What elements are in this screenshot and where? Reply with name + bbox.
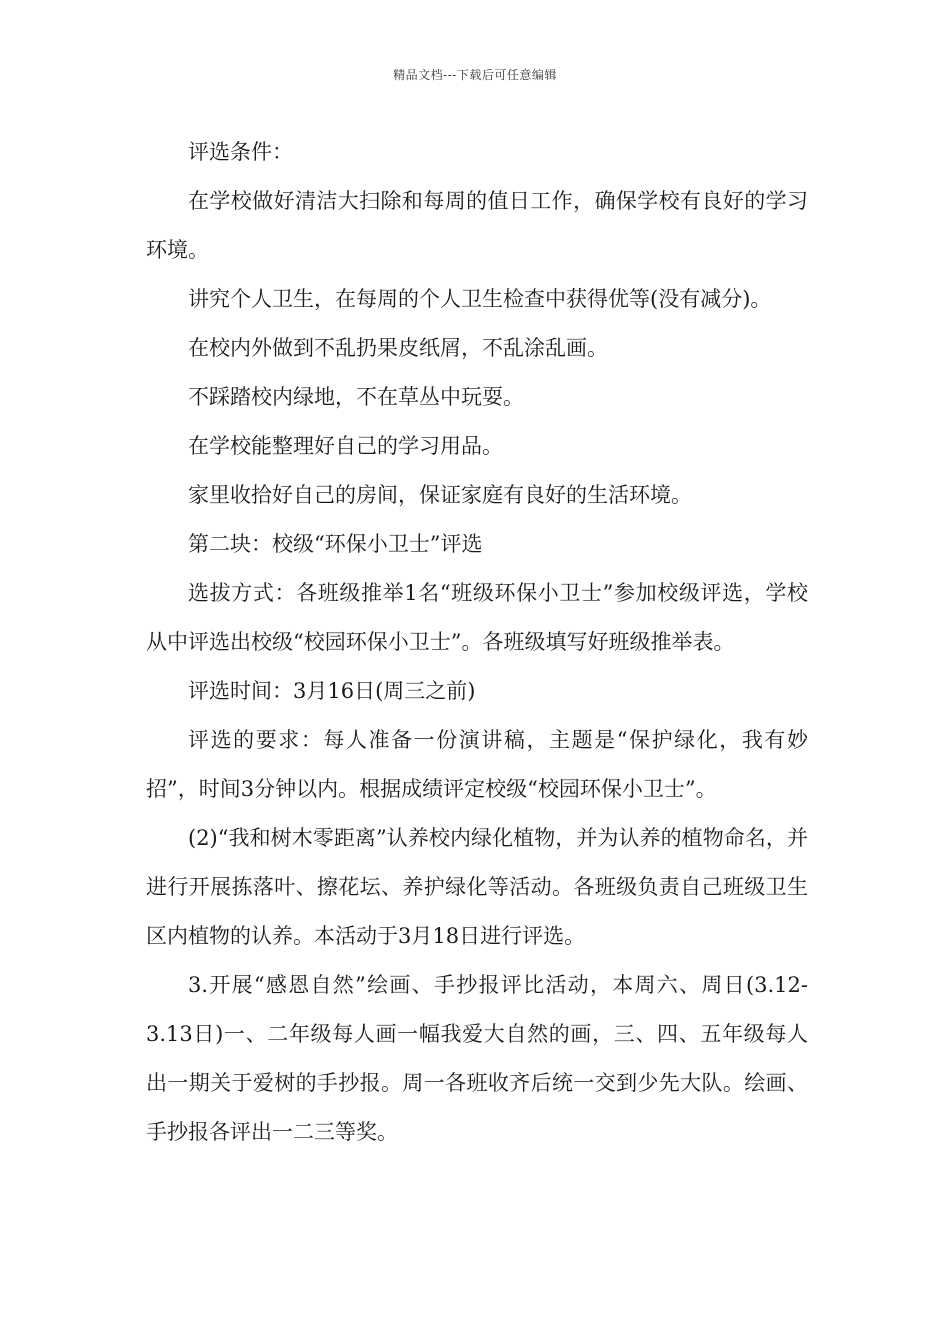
paragraph-criteria-1: 在学校做好清洁大扫除和每周的值日工作，确保学校有良好的学习环境。 xyxy=(146,189,808,262)
paragraph-criteria-5: 在学校能整理好自己的学习用品。 xyxy=(188,434,503,458)
document-body xyxy=(146,128,808,1157)
paragraph-criteria-3: 在校内外做到不乱扔果皮纸屑，不乱涂乱画。 xyxy=(188,336,608,360)
paragraph-criteria-6: 家里收拾好自己的房间，保证家庭有良好的生活环境。 xyxy=(188,483,692,507)
page-header: 精品文档---下载后可任意编辑 xyxy=(393,68,557,82)
paragraph-selection-time: 评选时间：3月16日(周三之前) xyxy=(188,679,476,703)
paragraph-selection-method: 选拔方式：各班级推举1名“班级环保小卫士”参加校级评选，学校从中评选出校级“校园环保小卫士”。各班级填写好班级推举表。 xyxy=(146,581,808,654)
paragraph-section-2-title: 第二块：校级“环保小卫士”评选 xyxy=(188,532,483,556)
paragraph-criteria-4: 不踩踏校内绿地，不在草丛中玩耍。 xyxy=(188,385,524,409)
paragraph-criteria-2: 讲究个人卫生，在每周的个人卫生检查中获得优等(没有减分)。 xyxy=(188,287,772,311)
paragraph-tree-adoption: (2)“我和树木零距离”认养校内绿化植物，并为认养的植物命名，并进行开展拣落叶、擦花坛、养护绿化等活动。各班级负责自己班级卫生区内植物的认养。本活动于3月18日进行评选。 xyxy=(146,826,808,948)
paragraph-art-contest: 3.开展“感恩自然”绘画、手抄报评比活动，本周六、周日(3.12-3.13日)一、二年级每人画一幅我爱大自然的画，三、四、五年级每人出一期关于爱树的手抄报。周一各班收齐后统一交到少先大队。绘画、手抄报各评出一二三等奖。 xyxy=(146,973,808,1144)
paragraph-criteria-title: 评选条件： xyxy=(188,140,293,164)
paragraph-selection-requirements: 评选的要求：每人准备一份演讲稿，主题是“保护绿化，我有妙招”，时间3分钟以内。根据成绩评定校级“校园环保小卫士”。 xyxy=(146,728,808,801)
